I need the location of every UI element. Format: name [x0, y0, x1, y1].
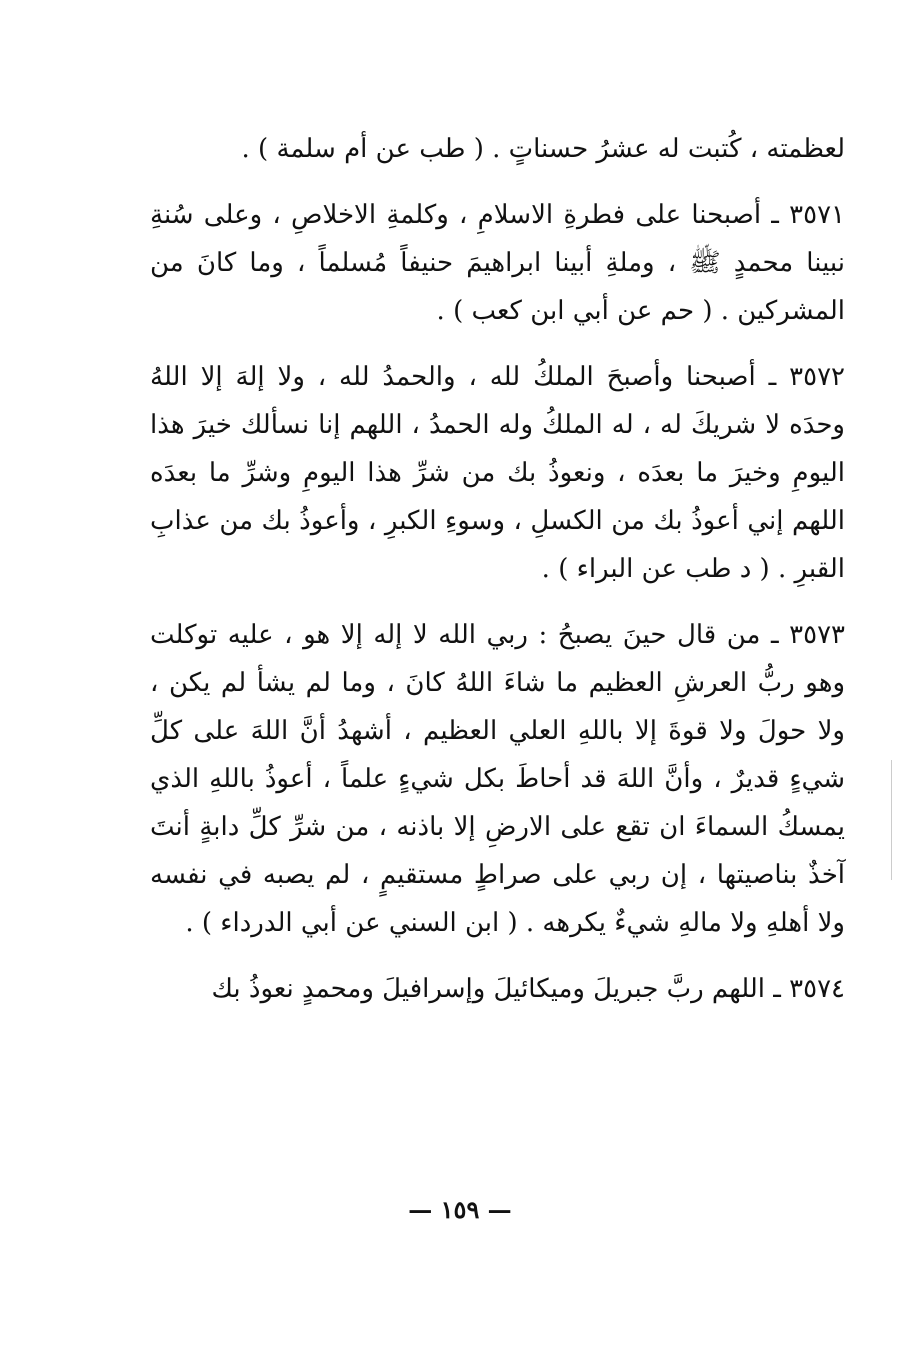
number-dash: ـ	[760, 620, 779, 650]
hadith-3571	[150, 191, 845, 335]
hadith-text: اللهم ربَّ جبريلَ وميكائيلَ وإسرافيلَ ومحمدٍ نعوذُ بك	[211, 974, 765, 1004]
number-dash: ـ	[755, 362, 777, 392]
hadith-number: ٣٥٧٢	[789, 362, 846, 392]
hadith-number: ٣٥٧٣	[789, 620, 845, 650]
hadith-text: أصبحنا وأصبحَ الملكُ لله ، والحمدُ لله ، ولا إلهَ إلا اللهُ وحدَه لا شريكَ له ، له الملكُ وله الحمدُ ، اللهم إنا نسألك خيرَ هذا اليومِ وخيرَ ما بعدَه ، ونعوذُ بك من شرِّ هذا اليومِ وشرِّ ما بعدَه اللهم إني أعوذُ بك من الكسلِ ، وسوءِ الكبرِ ، وأعوذُ بك من عذابِ القبرِ . ( د طب عن البراء ) .	[150, 362, 845, 584]
paragraph-text: لعظمته ، كُتبت له عشرُ حسناتٍ . ( طب عن أم سلمة ) .	[241, 134, 845, 164]
hadith-number: ٣٥٧١	[789, 200, 845, 230]
number-dash: ـ	[761, 200, 779, 230]
page-number: — ١٥٩ —	[408, 1195, 512, 1224]
page-body	[150, 125, 845, 1013]
hadith-text: من قال حينَ يصبحُ : ربي الله لا إله إلا هو ، عليه توكلت وهو ربُّ العرشِ العظيم ما شاءَ اللهُ كانَ ، وما لم يشأ لم يكن ، ولا حولَ ولا قوةَ إلا باللهِ العلي العظيم ، أشهدُ أنَّ اللهَ على كلِّ شيءٍ قديرٌ ، وأنَّ اللهَ قد أحاطَ بكل شيءٍ علماً ، أعوذُ باللهِ الذي يمسكُ السماءَ ان تقع على الارضِ إلا باذنه ، من شرِّ كلِّ دابةٍ أنتَ آخذٌ بناصيتها ، إن ربي على صراطٍ مستقيمٍ ، لم يصبه في نفسه ولا أهلهِ ولا مالهِ شيءٌ يكرهه . ( ابن السني عن أبي الدرداء ) .	[150, 620, 845, 938]
number-dash: ـ	[764, 974, 781, 1004]
hadith-number: ٣٥٧٤	[789, 974, 845, 1004]
hadith-3574	[150, 965, 845, 1013]
hadith-3572	[150, 353, 845, 593]
paragraph-continuation	[150, 125, 845, 173]
hadith-text: أصبحنا على فطرةِ الاسلامِ ، وكلمةِ الاخلاصِ ، وعلى سُنةِ نبينا محمدٍ ﷺ ، وملةِ أبينا ابراهيمَ حنيفاً مُسلماً ، وما كانَ من المشركين . ( حم عن أبي ابن كعب ) .	[150, 200, 845, 326]
scan-edge-mark	[891, 760, 892, 880]
hadith-3573	[150, 611, 845, 947]
